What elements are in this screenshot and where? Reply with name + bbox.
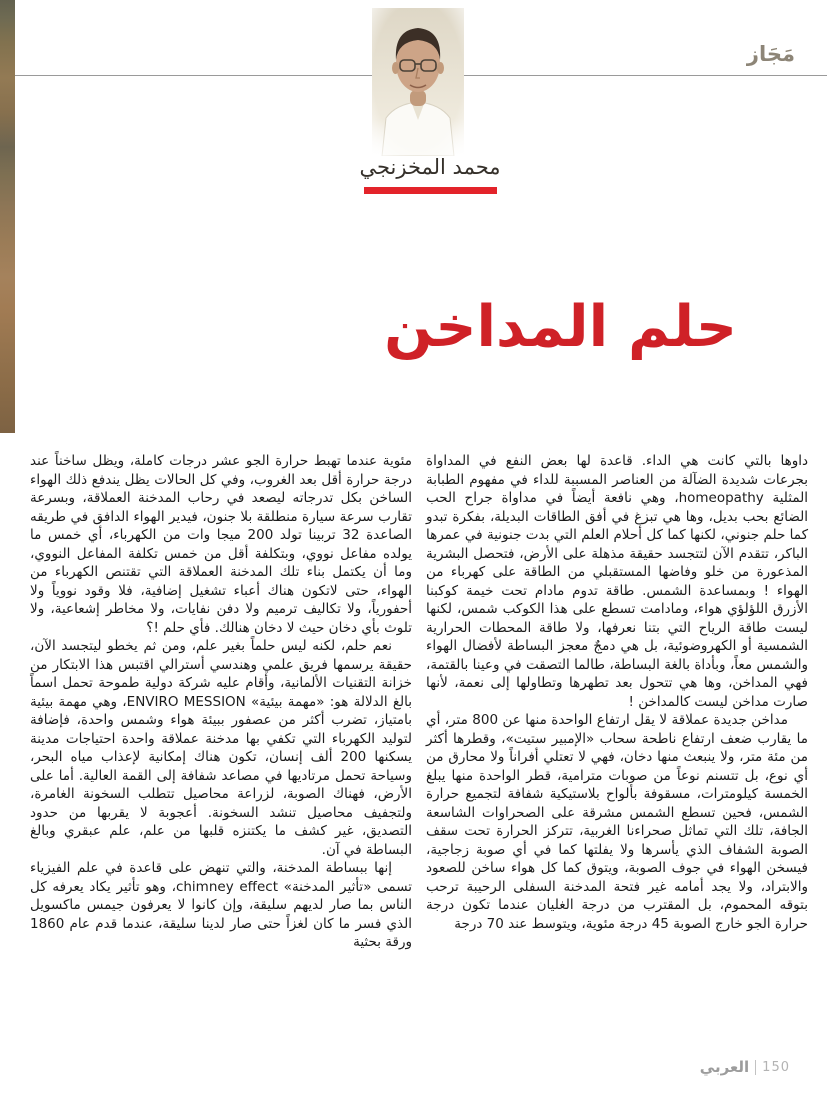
portrait-illustration bbox=[372, 8, 464, 156]
footer-divider bbox=[755, 1060, 756, 1075]
paragraph: داوها بالتي كانت هي الداء. قاعدة لها بعض النفع في المداواة بجرعات شديدة الضآلة من العناصر المسببة للداء في مفهوم الطبابة المثلية homeopathy، وهي نافعة أيضاً في مداواة جراح الحب الضائع بحب بديل، وها هي تبزغ في أفق الطاقات البديلة، بفكرة تبدو كما حلم جنوني، لكنها كما كل أحلام العلم التي بدت جنونية في عمرها الباكر، تتقدم الآن لتتجسد حقيقة مذهلة على الأرض، فتحصل البشرية المذعورة من خلو وفاضها المستقبلي من الطاقة على كهرباء من الهواء ! وبمساعدة الشمس. طاقة تدوم مادام تحت خيمة كوكبنا الأزرق اللؤلؤي هواء، ومادامت تسطع على هذا الكوكب شمس، لكنها ليست طاقة الرياح التي بتنا نعرفها، ولا طاقة المحطات الحرارية الشمسية أو الكهروضوئية، بل هي دمجٌ معجز البساطة لأفضال الهواء والشمس معاً، وبأداة بالغة البساطة، طالما التصقت في وعينا بالقتمة، فهي المداخن، وها هي تتحول بعد تطهرها وتطاولها إلى نعمة، لأنها صارت مداخن ليست كالمداخن ! bbox=[426, 453, 808, 710]
section-label: مَجَاز bbox=[746, 42, 795, 66]
paragraph: نعم حلم، لكنه ليس حلماً بغير علم، ومن ثم يخطو ليتجسد الآن، حقيقة يرسمها فريق علمي وهندسي أسترالي اقتبس هذا الابتكار من خزانة التقنيات الألمانية، وأقام عليه شركة دولية طموحة تحمل اسماً بالغ الدلالة هو: «مهمة بيئية» ENVIRO MESSION، وهي مهمة بيئية بامتياز، تضرب أكثر من عصفور ببيئة هواء وشمس واحدة، فإضافة لتوليد الكهرباء التي تكفي بها مدخنة عملاقة واحدة احتياجات مدينة يسكنها 200 ألف إنسان، تكون هناك إمكانية لإعذاب مياه البحر، وسياحة تحمل مرتاديها في مصاعد شفافة إلى القمة العالية. أما على الأرض، فهناك الصوبة، لزراعة محاصيل تتطلب السخونة الغامرة، ولتجفيف محاصيل تنشد السخونة. أعجوبة لا يقربها من حدود التصديق، غير كشف ما يكتنزه قلبها من علم، علم عبقري وبالغ البساطة في آن. bbox=[30, 638, 412, 858]
article-title: حلم المداخن bbox=[384, 294, 737, 360]
page-footer bbox=[700, 1058, 790, 1076]
body-column-left bbox=[30, 452, 412, 1032]
page-number: 150 bbox=[762, 1059, 790, 1075]
author-name: محمد المخزنجي bbox=[359, 155, 501, 179]
paragraph: إنها ببساطة المدخنة، والتي تنهض على قاعدة في علم الفيزياء تسمى «تأثير المدخنة» chimney effect، وهو تأثير يكاد يعرفه كل الناس بما صار لديهم سليقة، وإن كانوا لا يعرفون جيمس ماكسويل الذي فسر ما كان لغزاً حتى صار لدينا سليقة، عندما قدم عام 1860 ورقة بحثية bbox=[30, 860, 412, 950]
author-name-red-underline bbox=[364, 187, 497, 194]
body-column-right bbox=[426, 452, 808, 1032]
paragraph: مداخن جديدة عملاقة لا يقل ارتفاع الواحدة منها عن 800 متر، أي ما يقارب ضعف ارتفاع ناطحة سحاب «الإمبير ستيت»، وقطرها أكثر من مئة متر، ولا ينبعث منها دخان، فهي لا تعتلي أفراناً ولا محارق من أي نوع، بل تتسنم نوعاً من صوبات مترامية، قطر الواحدة منها يبلغ الخمسة كيلومترات، مسقوفة بألواح بلاستيكية شفافة لتجميع حرارة الشمس، فحين تسطع الشمس مشرقة على الصحراوات الشاسعة الجافة، تلك التي تماثل صحراءنا الغربية، تتركز الحرارة تحت سقف الصوبة الشفاف الذي يأسرها ولا يفلتها كما في أي صوبة زجاجية، فيسخن الهواء في جوف الصوبة، ويتوق كما كل هواء ساخن للصعود والابتراد، ولا يجد أمامه غير فتحة المدخنة السفلى الرحيبة ترحب بتوقه المحموم، بل المقترب من درجة الغليان عندما تكون درجة حرارة الجو خارج الصوبة 45 درجة مئوية، ويتوسط عند 70 درجة bbox=[426, 712, 808, 932]
paragraph: مئوية عندما تهبط حرارة الجو عشر درجات كاملة، ويظل ساخناً عند درجة حرارة أقل بعد الغروب، وفي كل الحالات يظل يندفع ذلك الهواء الساخن بكل تدرجاته ليصعد في رحاب المدخنة العملاقة، وبسرعة تقارب سرعة سيارة منطلقة بلا جنون، فيدير الهواء الدافق في طريقه الصاعدة 32 تربينا تولد 200 ميجا وات من الكهرباء، أي خمس ما يولده مفاعل نووي، وبتكلفة أقل من خمس تكلفة المفاعل النووي، وما أن يكتمل بناء تلك المدخنة العملاقة التي تقتنص الكهرباء من الهواء، حتى لاتكون هناك أعباء تشغيل إضافية، فلا وقود نووياً ولا أحفورياً، ولا تكاليف ترميم ولا دفن نفايات، ولا مخاطر إشعاعية، ولا تلوث بأي دخان حيث لا دخان هنالك. فأي حلم !؟ bbox=[30, 453, 412, 636]
magazine-logo: العربي bbox=[699, 1058, 750, 1076]
article-body bbox=[30, 452, 808, 1032]
author-portrait-photo bbox=[372, 8, 464, 156]
left-edge-landscape-photo bbox=[0, 0, 15, 433]
